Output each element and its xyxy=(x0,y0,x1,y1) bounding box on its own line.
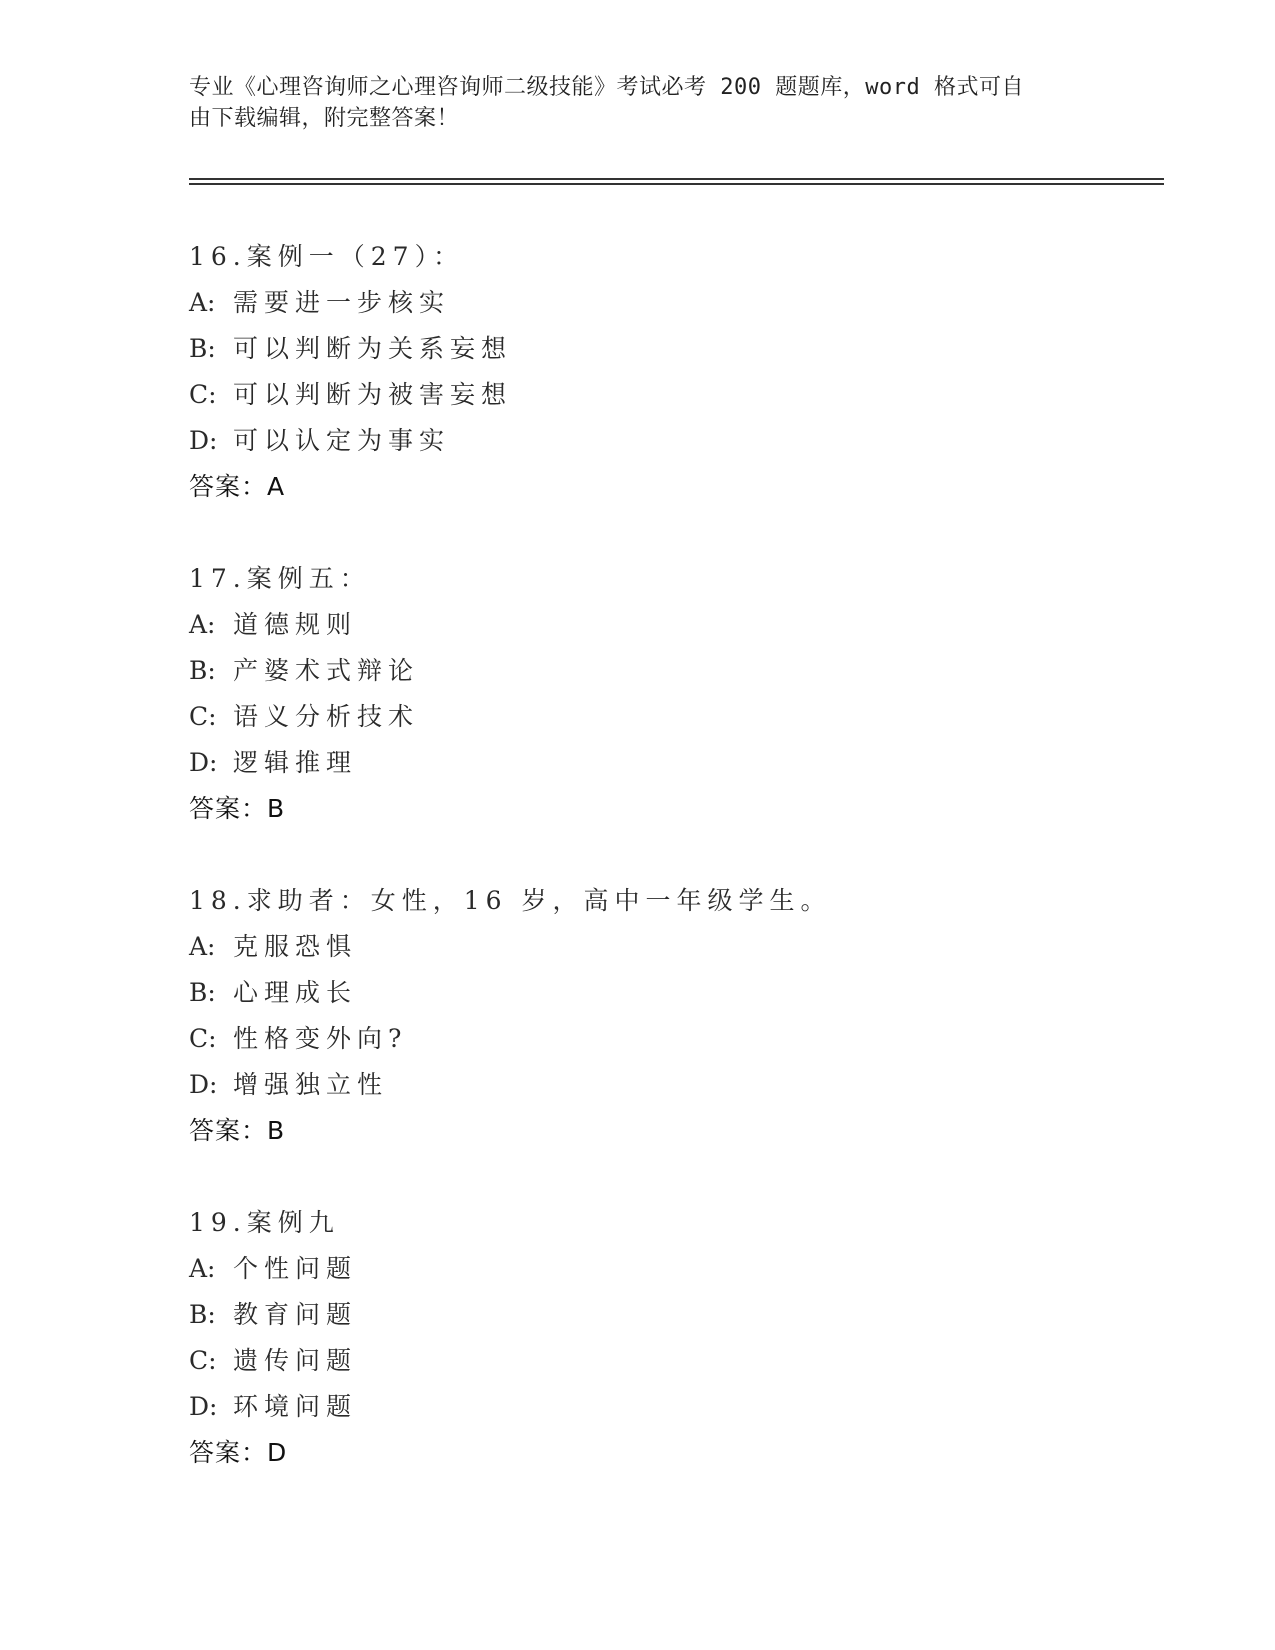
option-d xyxy=(189,1384,1139,1430)
option-b xyxy=(189,326,1139,372)
option-text: 克服恐惧 xyxy=(233,932,358,961)
header-divider-bottom xyxy=(189,183,1164,185)
question-stem: 18.求助者：女性，16 岁，高中一年级学生。 xyxy=(189,886,832,915)
option-d xyxy=(189,740,1139,786)
option-c xyxy=(189,694,1139,740)
option-text: 个性问题 xyxy=(233,1254,358,1283)
option-d xyxy=(189,418,1139,464)
question-stem: 19.案例九 xyxy=(189,1208,340,1237)
option-text: 道德规则 xyxy=(233,610,358,639)
answer-line: 答案：B xyxy=(189,1116,286,1145)
header-line-2: 由下载编辑，附完整答案！ xyxy=(189,106,460,131)
option-d xyxy=(189,1062,1139,1108)
option-text: 环境问题 xyxy=(233,1392,358,1421)
option-c xyxy=(189,1016,1139,1062)
option-text: 语义分析技术 xyxy=(233,702,420,731)
option-a xyxy=(189,924,1139,970)
answer-line: 答案：A xyxy=(189,472,286,501)
option-letter: C: xyxy=(189,1024,217,1053)
option-b xyxy=(189,970,1139,1016)
option-text: 可以判断为关系妄想 xyxy=(233,334,513,363)
option-text: 增强独立性 xyxy=(233,1070,389,1099)
option-text: 遗传问题 xyxy=(233,1346,358,1375)
question-16 xyxy=(189,234,1139,510)
option-c xyxy=(189,1338,1139,1384)
option-text: 性格变外向? xyxy=(233,1024,408,1053)
option-letter: D: xyxy=(189,426,218,455)
option-letter: B: xyxy=(189,334,216,363)
option-letter: D: xyxy=(189,748,218,777)
question-stem: 17.案例五： xyxy=(189,564,371,593)
option-b xyxy=(189,648,1139,694)
option-letter: A: xyxy=(189,610,216,639)
answer-line: 答案：B xyxy=(189,794,286,823)
question-19 xyxy=(189,1200,1139,1476)
question-18 xyxy=(189,878,1139,1154)
option-text: 逻辑推理 xyxy=(233,748,358,777)
option-letter: D: xyxy=(189,1392,218,1421)
option-letter: C: xyxy=(189,702,217,731)
option-text: 需要进一步核实 xyxy=(233,288,451,317)
option-letter: A: xyxy=(189,932,216,961)
option-text: 产婆术式辩论 xyxy=(233,656,420,685)
header-line-1: 专业《心理咨询师之心理咨询师二级技能》考试必考 200 题题库，word 格式可自 xyxy=(189,75,1024,100)
header-divider-top xyxy=(189,178,1164,180)
option-text: 可以认定为事实 xyxy=(233,426,451,455)
option-text: 可以判断为被害妄想 xyxy=(233,380,513,409)
option-letter: C: xyxy=(189,1346,217,1375)
option-letter: A: xyxy=(189,288,216,317)
option-letter: C: xyxy=(189,380,217,409)
option-letter: B: xyxy=(189,978,216,1007)
option-text: 心理成长 xyxy=(233,978,358,1007)
option-c xyxy=(189,372,1139,418)
option-text: 教育问题 xyxy=(233,1300,358,1329)
document-header xyxy=(189,72,1089,134)
option-b xyxy=(189,1292,1139,1338)
question-17 xyxy=(189,556,1139,832)
option-a xyxy=(189,280,1139,326)
option-letter: D: xyxy=(189,1070,218,1099)
option-letter: A: xyxy=(189,1254,216,1283)
option-letter: B: xyxy=(189,1300,216,1329)
option-a xyxy=(189,1246,1139,1292)
option-letter: B: xyxy=(189,656,216,685)
option-a xyxy=(189,602,1139,648)
question-stem: 16.案例一（27）： xyxy=(189,242,465,271)
answer-line: 答案：D xyxy=(189,1438,288,1467)
